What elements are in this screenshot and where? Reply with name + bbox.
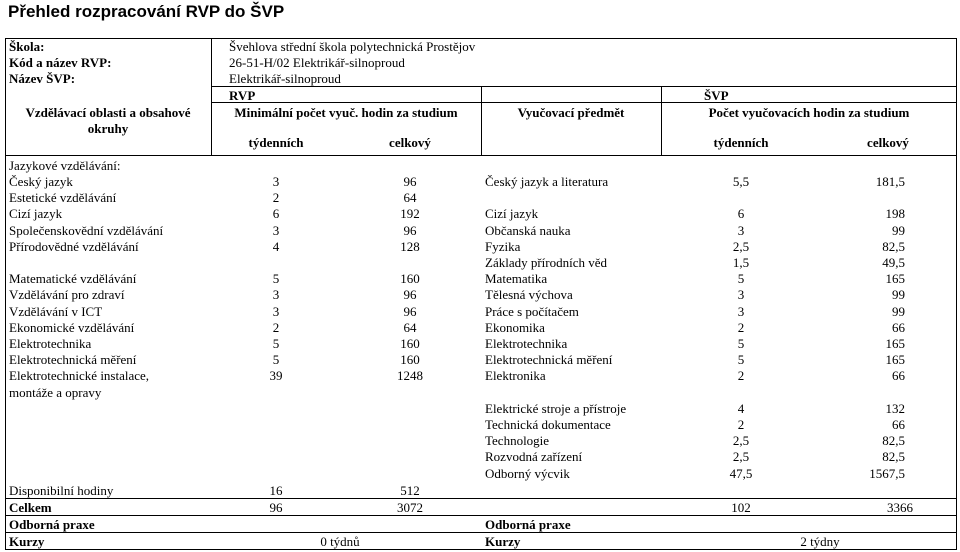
total-label: Celkem — [9, 500, 52, 515]
row-svp-weekly: 3 — [737, 303, 745, 319]
row-svp-weekly: 3 — [737, 222, 745, 238]
rvp-code-value: 26-51-H/02 Elektrikář-silnoproud — [229, 55, 405, 70]
row-rvp-total: 96 — [403, 287, 417, 303]
courses-value-svp: 2 týdny — [800, 534, 840, 549]
row-rvp-weekly: 5 — [272, 336, 280, 351]
svp-name-label: Název ŠVP: — [9, 71, 76, 86]
row-subject: Rozvodná zařízení — [485, 449, 583, 465]
row-svp-weekly: 4 — [737, 400, 745, 416]
courses-label: Kurzy — [9, 534, 45, 549]
school-label: Škola: — [9, 39, 45, 54]
row-subject: Elektrotechnika — [485, 336, 568, 351]
row-subject: Technická dokumentace — [485, 417, 611, 432]
row-svp-total: 82,5 — [882, 449, 905, 465]
row-svp-total: 165 — [885, 336, 905, 351]
row-subject: Elektrické stroje a přístroje — [485, 400, 627, 416]
row-subject: Základy přírodních věd — [485, 255, 608, 270]
row-rvp-weekly: 3 — [272, 287, 280, 303]
row-svp-total: 99 — [892, 222, 905, 238]
row-area: Cizí jazyk — [9, 206, 63, 222]
row-rvp-weekly: 4 — [272, 238, 280, 254]
lesson-hours-header: Počet vyučovacích hodin za studium — [708, 105, 910, 120]
row-subject: Elektronika — [485, 368, 546, 384]
row-rvp-total: 64 — [403, 190, 417, 206]
row-subject: Fyzika — [485, 238, 521, 254]
row-rvp-total: 128 — [400, 238, 420, 254]
row-svp-total: 99 — [892, 287, 905, 303]
row-svp-weekly: 5,5 — [732, 174, 750, 189]
row-svp-total: 49,5 — [882, 255, 905, 270]
row-rvp-total: 160 — [400, 336, 420, 351]
row-subject: Občanská nauka — [485, 222, 571, 238]
row-svp-weekly: 2,5 — [732, 238, 750, 254]
row-rvp-total: 96 — [403, 303, 417, 319]
min-hours-header: Minimální počet vyuč. hodin za studium — [234, 105, 458, 120]
row-area: Vzdělávání pro zdraví — [9, 287, 125, 303]
row-svp-weekly: 2,5 — [732, 449, 750, 465]
practice-label-svp: Odborná praxe — [485, 517, 571, 532]
row-subject: Tělesná výchova — [485, 287, 573, 303]
row-subject: Technologie — [485, 433, 550, 449]
row-rvp-weekly: 5 — [272, 352, 280, 368]
row-area: Elektrotechnická měření — [9, 352, 137, 368]
row-rvp-total: 96 — [403, 222, 417, 238]
row-svp-weekly: 47,5 — [729, 465, 753, 481]
row-svp-weekly: 2 — [737, 417, 745, 432]
row-area: Vzdělávání v ICT — [9, 303, 103, 319]
row-subject: Elektrotechnická měření — [485, 352, 613, 368]
header-row-divider — [211, 86, 957, 87]
header-bottom-line — [5, 155, 957, 156]
header-row-divider-2 — [211, 102, 957, 103]
row-svp-weekly: 2,5 — [732, 433, 750, 449]
svp-heading: ŠVP — [704, 88, 729, 103]
svp-weekly-header: týdenních — [713, 135, 769, 150]
row-rvp-total: 192 — [400, 206, 420, 222]
row-svp-weekly: 5 — [737, 271, 745, 287]
row-svp-weekly: 3 — [737, 287, 745, 303]
row-area: Český jazyk — [9, 174, 73, 189]
practice-label: Odborná praxe — [9, 517, 95, 532]
row-rvp-total: 160 — [400, 352, 420, 368]
row-rvp-weekly: 5 — [272, 271, 280, 287]
available-hours-total: 512 — [400, 483, 420, 498]
row-rvp-total: 160 — [400, 271, 420, 287]
row-area: Elektrotechnické instalace, — [9, 368, 150, 384]
row-svp-total: 165 — [885, 271, 905, 287]
row-area: montáže a opravy — [9, 384, 102, 400]
row-svp-total: 82,5 — [882, 238, 905, 254]
available-hours-weekly: 16 — [269, 483, 283, 498]
svp-name-value: Elektrikář-silnoproud — [229, 71, 341, 86]
footer-divider-1 — [5, 498, 957, 499]
row-rvp-weekly: 3 — [272, 222, 280, 238]
row-subject: Český jazyk a literatura — [485, 174, 609, 189]
rvp-total-header: celkový — [389, 135, 431, 150]
row-svp-total: 165 — [885, 352, 905, 368]
row-subject: Ekonomika — [485, 319, 545, 335]
row-rvp-weekly: 2 — [272, 319, 280, 335]
row-rvp-weekly: 39 — [269, 368, 283, 384]
row-svp-total: 82,5 — [882, 433, 905, 449]
header-divider-subject-left — [481, 86, 482, 155]
area-column-header: Vzdělávací oblasti a obsahové — [25, 105, 191, 120]
row-svp-total: 66 — [892, 417, 905, 432]
row-subject: Cizí jazyk — [485, 206, 539, 222]
row-rvp-weekly: 3 — [272, 174, 280, 189]
header-divider-vertical — [211, 38, 212, 155]
row-svp-weekly: 6 — [737, 206, 745, 222]
row-svp-total: 132 — [885, 400, 905, 416]
rvp-weekly-header: týdenních — [248, 135, 304, 150]
row-area: Estetické vzdělávání — [9, 190, 117, 206]
row-svp-total: 99 — [892, 303, 905, 319]
subject-header: Vyučovací předmět — [517, 105, 625, 120]
row-rvp-total: 64 — [403, 319, 417, 335]
available-hours-label: Disponibilní hodiny — [9, 483, 114, 498]
row-svp-total: 198 — [885, 206, 905, 222]
row-rvp-weekly: 3 — [272, 303, 280, 319]
row-svp-total: 66 — [892, 368, 905, 384]
section-label: Jazykové vzdělávání: — [9, 158, 121, 173]
row-area: Přírodovědné vzdělávání — [9, 238, 139, 254]
page-title: Přehled rozpracování RVP do ŠVP — [8, 2, 285, 21]
row-rvp-total: 96 — [403, 174, 417, 189]
footer-divider-3 — [5, 532, 957, 533]
courses-label-svp: Kurzy — [485, 534, 521, 549]
row-svp-weekly: 1,5 — [732, 255, 750, 270]
rvp-code-label: Kód a název RVP: — [9, 55, 112, 70]
row-svp-total: 181,5 — [875, 174, 905, 189]
row-subject: Matematika — [485, 271, 548, 287]
row-rvp-weekly: 2 — [272, 190, 280, 206]
rvp-heading: RVP — [229, 88, 256, 103]
row-area: Matematické vzdělávání — [9, 271, 137, 287]
header-divider-subject-right — [661, 86, 662, 155]
area-column-header-line2: okruhy — [87, 121, 129, 136]
row-rvp-weekly: 6 — [272, 206, 280, 222]
school-value: Švehlova střední škola polytechnická Prostějov — [229, 39, 476, 54]
svp-total-header: celkový — [867, 135, 909, 150]
total-rvp-weekly: 96 — [269, 500, 283, 515]
row-area: Elektrotechnika — [9, 336, 92, 351]
courses-value: 0 týdnů — [320, 534, 360, 549]
row-subject: Odborný výcvik — [485, 465, 570, 481]
row-svp-weekly: 2 — [737, 368, 745, 384]
total-rvp-total: 3072 — [397, 500, 423, 515]
total-svp-weekly: 102 — [731, 500, 751, 515]
row-area: Ekonomické vzdělávání — [9, 319, 135, 335]
row-subject: Práce s počítačem — [485, 303, 579, 319]
row-svp-weekly: 5 — [737, 352, 745, 368]
row-area: Společenskovědní vzdělávání — [9, 222, 164, 238]
row-svp-total: 66 — [892, 319, 905, 335]
footer-divider-2 — [5, 515, 957, 516]
row-svp-weekly: 5 — [737, 336, 745, 351]
row-svp-weekly: 2 — [737, 319, 745, 335]
row-svp-total: 1567,5 — [869, 465, 905, 481]
total-svp-total: 3366 — [887, 500, 913, 515]
row-rvp-total: 1248 — [397, 368, 423, 384]
